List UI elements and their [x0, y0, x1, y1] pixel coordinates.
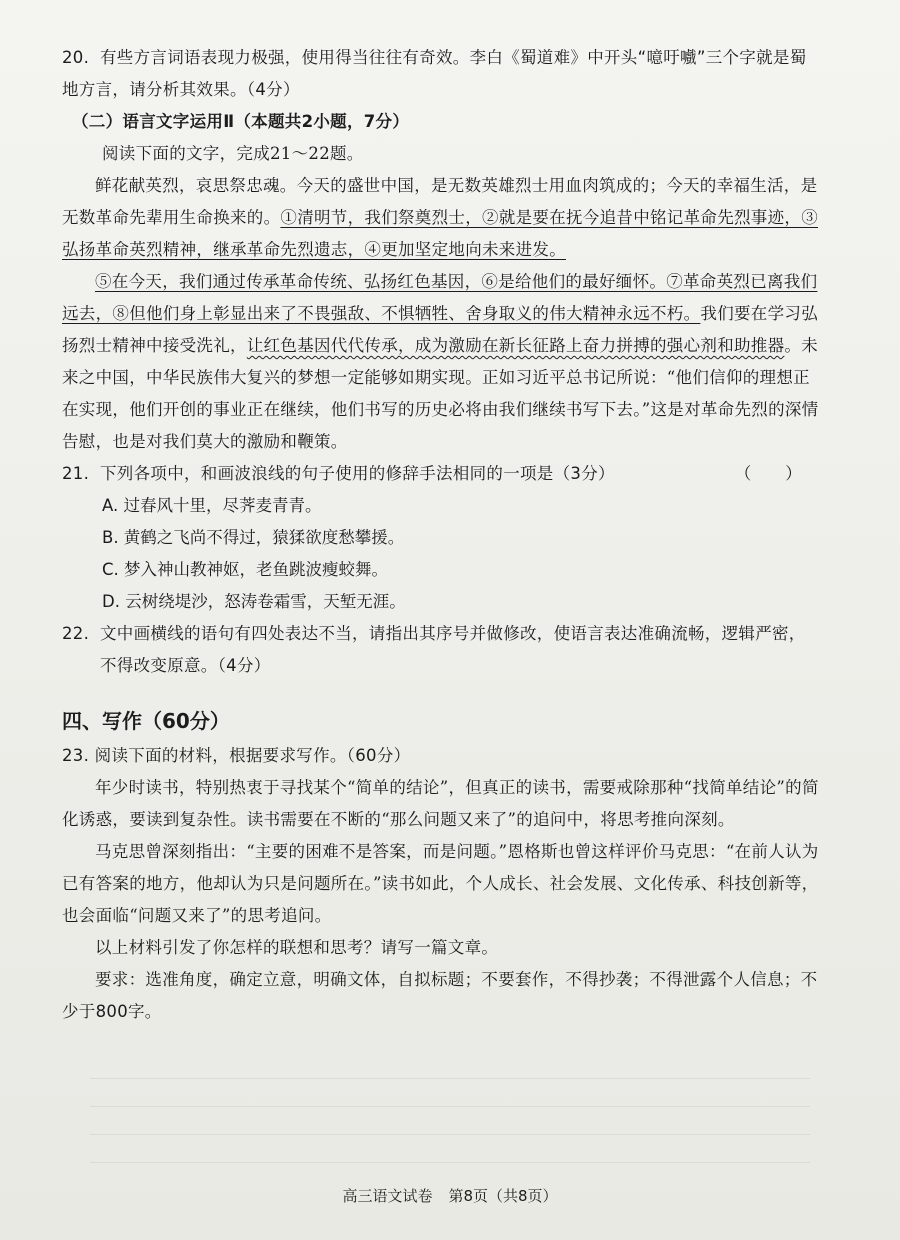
underlined-sentence: ⑤在今天，我们通过传承革命传统、弘扬红色基因，⑥是给他们的最好缅怀。⑦革命英烈已离我们远去，⑧但他们身上彰显出来了不畏强敌、不惧牺牲、舍身取义的伟大精神永远不朽。	[62, 272, 818, 323]
wavy-underlined-sentence: 让红色基因代代传承，成为激励在新长征路上奋力拼搏的强心剂和助推器	[246, 336, 785, 355]
writing-prompt: 以上材料引发了你怎样的联想和思考？请写一篇文章。	[95, 938, 499, 957]
passage-text: 我们要在学习弘扬烈士精神中接受洗礼，	[62, 304, 819, 355]
question-21	[62, 458, 822, 490]
passage-paragraph-1	[62, 170, 822, 266]
question-number: 21.	[62, 464, 90, 483]
underlined-sentence: ①清明节，我们祭奠烈士，②就是要在抚今追昔中铭记革命先烈事迹，③弘扬革命英烈精神，继承革命先烈遗志，④更加坚定地向未来进发。	[62, 208, 819, 259]
question-number: 22.	[62, 624, 90, 643]
option-b: B. 黄鹤之飞尚不得过，猿猱欲度愁攀援。	[102, 528, 405, 547]
writing-requirements: 要求：选准角度，确定立意，明确文体，自拟标题；不要套作，不得抄袭；不得泄露个人信息；不少于800字。	[62, 970, 818, 1021]
section-title-writing: 四、写作（60分）	[62, 709, 230, 733]
page-footer	[0, 1185, 900, 1206]
answer-bracket: （ ）	[734, 464, 802, 483]
passage-text: 。未来之中国，中华民族伟大复兴的梦想一定能够如期实现。正如习近平总书记所说：“他们信仰的理想正在实现，他们开创的事业正在继续，他们书写的历史必将由我们继续书写下去。”这是对革命先烈的深情告慰，也是对我们莫大的激励和鞭策。	[62, 336, 819, 451]
question-text: 下列各项中，和画波浪线的句子使用的修辞手法相同的一项是（3分）	[100, 464, 615, 483]
option-c: C. 梦入神山教神妪，老鱼跳波瘦蛟舞。	[102, 560, 389, 579]
passage-paragraph-2	[62, 266, 822, 458]
reading-instruction: 阅读下面的文字，完成21～22题。	[102, 144, 364, 163]
question-23-heading: 23. 阅读下面的材料，根据要求写作。（60分）	[62, 746, 411, 765]
question-text: 有些方言词语表现力极强，使用得当往往有奇效。李白《蜀道难》中开头“噫吁嚱”三个字就是蜀地方言，请分析其效果。（4分）	[62, 48, 807, 99]
section-title-language-use: （二）语言文字运用Ⅱ（本题共2小题，7分）	[72, 112, 410, 131]
exam-name: 高三语文试卷	[342, 1187, 433, 1205]
question-20	[62, 42, 822, 106]
page-number: 第8页（共8页）	[448, 1187, 558, 1205]
bleed-through-shadow	[90, 1060, 810, 1170]
passage-text: 鲜花献英烈，哀思祭忠魂。今天的盛世中国，是无数英雄烈士用血肉筑成的；今天的幸福生活，是无数革命先辈用生命换来的。	[62, 176, 818, 227]
question-number: 20.	[62, 48, 90, 67]
material-paragraph-1: 年少时读书，特别热衷于寻找某个“简单的结论”，但真正的读书，需要戒除那种“找简单结论”的简化诱惑，要读到复杂性。读书需要在不断的“那么问题又来了”的追问中，将思考推向深刻。	[62, 778, 819, 829]
question-text: 文中画横线的语句有四处表达不当，请指出其序号并做修改，使语言表达准确流畅，逻辑严密，不得改变原意。（4分）	[100, 624, 806, 675]
option-d: D. 云树绕堤沙，怒涛卷霜雪，天堑无涯。	[102, 592, 406, 611]
question-22	[62, 618, 822, 682]
material-paragraph-2: 马克思曾深刻指出：“主要的困难不是答案，而是问题。”恩格斯也曾这样评价马克思：“在前人认为已有答案的地方，他却认为只是问题所在。”读书如此，个人成长、社会发展、文化传承、科技创新等，也会面临“问题又来了”的思考追问。	[62, 842, 819, 925]
option-a: A. 过春风十里，尽荠麦青青。	[102, 496, 322, 515]
